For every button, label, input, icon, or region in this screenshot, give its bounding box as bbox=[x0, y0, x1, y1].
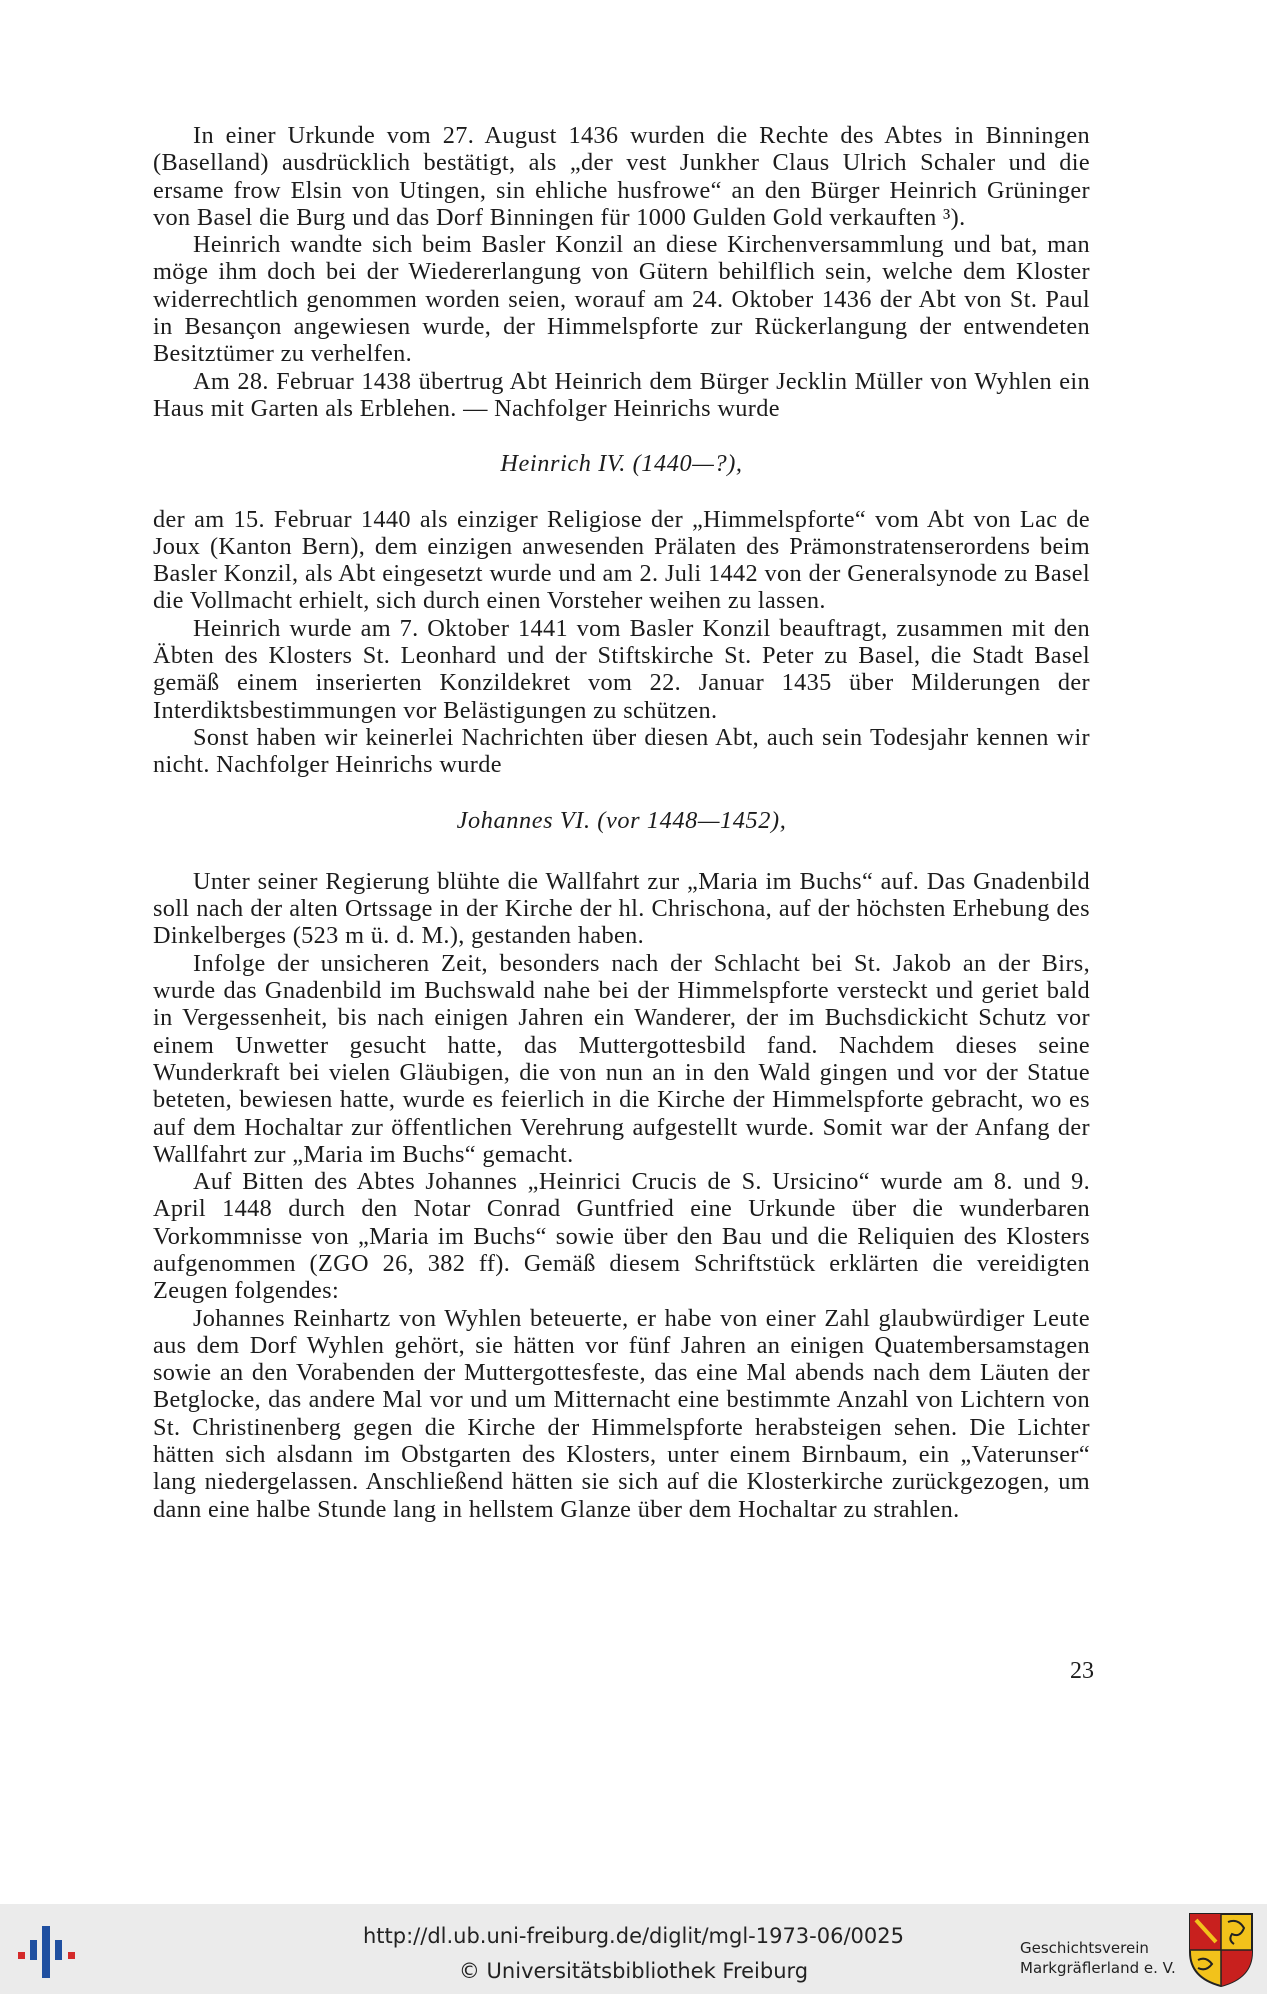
footer-copyright: © Universitätsbibliothek Freiburg bbox=[458, 1959, 809, 1983]
coat-of-arms-icon bbox=[1188, 1912, 1254, 1992]
footer-url-link[interactable]: http://dl.ub.uni-freiburg.de/diglit/mgl-1973-06/0025 bbox=[362, 1924, 904, 1948]
paragraph: Heinrich wurde am 7. Oktober 1441 vom Basler Konzil beauftragt, zusammen mit den Äbten des Klosters St. Leonhard und der Stiftskirche St. Peter zu Basel, die Stadt Basel gemäß einem inserierten Konzildekret vom 22. Januar 1435 über Milderungen der Interdiktsbestimmungen vor Belästigungen zu schützen. bbox=[153, 614, 1090, 724]
paragraph: Heinrich wandte sich beim Basler Konzil an diese Kirchenversammlung und bat, man möge ihm doch bei der Wiedererlangung von Gütern behilflich sein, welche dem Kloster widerrechtlich genommen worden seien, worauf am 24. Oktober 1436 der Abt von St. Paul in Besançon angewiesen wurde, der Himmelspforte zur Rückerlangung der entwendeten Besitztümer zu verhelfen. bbox=[153, 231, 1090, 368]
paragraph: Unter seiner Regierung blühte die Wallfahrt zur „Maria im Buchs“ auf. Das Gnadenbild soll nach der alten Ortssage in der Kirche der hl. Chrischona, auf der höchsten Erhebung des Dinkelberges (523 m ü. d. M.), gestanden haben. bbox=[153, 867, 1090, 950]
paragraph: Sonst haben wir keinerlei Nachrichten über diesen Abt, auch sein Todesjahr kennen wir nicht. Nachfolger Heinrichs wurde bbox=[153, 723, 1090, 779]
paragraph: Infolge der unsicheren Zeit, besonders nach der Schlacht bei St. Jakob an der Birs, wurde das Gnadenbild im Buchswald nahe bei der Himmelspforte versteckt und geriet bald in Vergessenheit, bis nach einigen Jahren ein Wanderer, der im Buchsdickicht Schutz vor einem Unwetter gesucht hatte, das Muttergottesbild fand. Nachdem dieses seine Wunderkraft bei vielen Gläubigen, die von nun an in den Wald gingen und vor der Statue beteten, bewiesen hatte, wurde es feierlich in die Kirche der Himmelspforte gebracht, wo es auf dem Hochaltar zur öffentlichen Verehrung aufgestellt wurde. Somit war der Anfang der Wallfahrt zur „Maria im Buchs“ gemacht. bbox=[153, 949, 1090, 1168]
paragraph: Auf Bitten des Abtes Johannes „Heinrici Crucis de S. Ursicino“ wurde am 8. und 9. April 1448 durch den Notar Conrad Guntfried eine Urkunde über die wunderbaren Vorkommnisse von „Maria im Buchs“ sowie über den Bau und die Reliquien des Klosters aufgenommen (ZGO 26, 382 ff). Gemäß diesem Schriftstück erklärten die vereidigten Zeugen folgendes: bbox=[153, 1168, 1090, 1305]
society-line-1: Geschichtsverein bbox=[1020, 1939, 1149, 1957]
section-heading-johannes: Johannes VI. (vor 1448—1452), bbox=[456, 806, 787, 834]
society-name bbox=[1020, 1938, 1180, 1978]
paragraph: In einer Urkunde vom 27. August 1436 wurden die Rechte des Abtes in Binningen (Baselland) ausdrücklich bestätigt, als „der vest Junkher Claus Ulrich Schaler und die ersame frow Elsin von Utingen, sin ehliche husfrowe“ an den Bürger Heinrich Grüninger von Basel die Burg und das Dorf Binningen für 1000 Gulden Gold verkauften ³). bbox=[153, 122, 1090, 231]
paragraph: Am 28. Februar 1438 übertrug Abt Heinrich dem Bürger Jecklin Müller von Wyhlen ein Haus mit Garten als Erblehen. — Nachfolger Heinrichs wurde bbox=[153, 367, 1090, 422]
paragraph: der am 15. Februar 1440 als einziger Religiose der „Himmelspforte“ vom Abt von Lac de Joux (Kanton Bern), dem einzigen anwesenden Prälaten des Prämonstratenserordens beim Basler Konzil, als Abt eingesetzt wurde und am 2. Juli 1442 von der Generalsynode zu Basel die Vollmacht erhielt, sich durch einen Vorsteher weihen zu lassen. bbox=[153, 505, 1090, 615]
document-body bbox=[153, 122, 1090, 1523]
page-number: 23 bbox=[1070, 1658, 1094, 1684]
society-line-2: Markgräflerland e. V. bbox=[1020, 1959, 1176, 1977]
paragraph: Johannes Reinhartz von Wyhlen beteuerte, er habe von einer Zahl glaubwürdiger Leute aus dem Dorf Wyhlen gehört, sie hätten vor fünf Jahren an einigen Quatembersamstagen sowie an den Vorabenden der Muttergottesfeste, das eine Mal abends nach dem Läuten der Betglocke, das andere Mal vor und um Mitternacht eine bestimmte Anzahl von Lichtern von St. Christinenberg gegen die Kirche der Himmelspforte herabsteigen sehen. Die Lichter hätten sich alsdann im Obstgarten des Klosters, unter einem Birnbaum, ein „Vaterunser“ lang niedergelassen. Anschließend hätten sie sich auf die Klosterkirche zurückgezogen, um dann eine halbe Stunde lang in hellstem Glanze über dem Hochaltar zu strahlen. bbox=[153, 1304, 1090, 1523]
footer-bar bbox=[0, 1904, 1267, 1994]
section-heading-heinrich: Heinrich IV. (1440—?), bbox=[500, 450, 743, 478]
